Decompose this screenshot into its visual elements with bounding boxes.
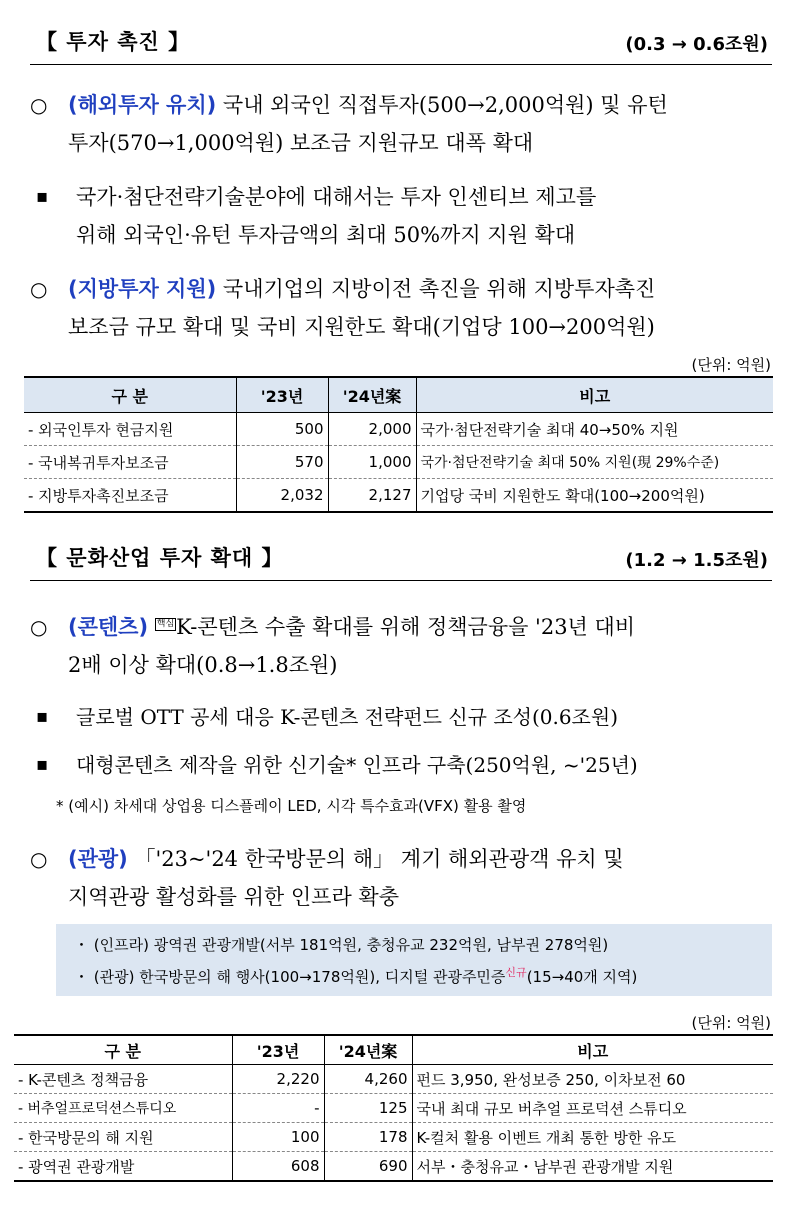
text-line: 글로벌 OTT 공세 대응 K-콘텐츠 전략펀드 신규 조성(0.6조원) — [76, 705, 619, 729]
text-line: 「'23~'24 한국방문의 해」 계기 해외관광객 유치 및 — [127, 847, 624, 871]
box-text: (15→40개 지역) — [526, 968, 638, 986]
keyword: (지방투자 지원) — [68, 277, 217, 301]
table-cell: 1,000 — [328, 446, 416, 479]
keyword: (콘텐츠) — [68, 615, 149, 639]
text-line: 위해 외국인·유턴 투자금액의 최대 50%까지 지원 확대 — [76, 223, 576, 247]
circle-bullet-icon: ○ — [30, 93, 48, 117]
section-title: 【 투자 촉진 】 — [36, 30, 191, 54]
table-cell: - 외국인투자 현금지원 — [24, 413, 236, 446]
section-title: 【 문화산업 투자 확대 】 — [36, 546, 284, 570]
keyword: (해외투자 유치) — [68, 93, 217, 117]
table-cell: 국내 최대 규모 버추얼 프로덕션 스튜디오 — [412, 1094, 773, 1123]
sub-bullet-ott-fund — [36, 698, 774, 736]
section-amount: (0.3 → 0.6조원) — [625, 34, 768, 55]
budget-table-culture — [14, 1034, 773, 1182]
table-cell: - 버추얼프로덕션스튜디오 — [14, 1094, 232, 1123]
table-cell: 100 — [232, 1123, 324, 1152]
unit-label: (단위: 억원) — [691, 356, 771, 374]
table-cell: 서부・충청유교・남부권 관광개발 지원 — [412, 1152, 773, 1182]
table-header-row — [14, 1035, 773, 1065]
table-cell: - K-콘텐츠 정책금융 — [14, 1065, 232, 1094]
column-header: '24년案 — [324, 1035, 412, 1065]
table-cell: 500 — [236, 413, 328, 446]
table-row — [14, 1065, 773, 1094]
table-cell: K-컬처 활용 이벤트 개최 통한 방한 유도 — [412, 1123, 773, 1152]
section-amount: (1.2 → 1.5조원) — [625, 550, 768, 571]
table-cell: - 광역권 관광개발 — [14, 1152, 232, 1182]
table-cell: - 국내복귀투자보조금 — [24, 446, 236, 479]
table-cell: 2,127 — [328, 479, 416, 513]
table-row — [14, 1094, 773, 1123]
table-cell: - 한국방문의 해 지원 — [14, 1123, 232, 1152]
unit-label: (단위: 억원) — [691, 1014, 771, 1032]
text-line: 지역관광 활성화를 위한 인프라 확충 — [68, 885, 399, 909]
section-header-culture — [30, 540, 772, 581]
column-header: 비고 — [412, 1035, 773, 1065]
column-header: 구 분 — [14, 1035, 232, 1065]
table-cell: 기업당 국비 지원한도 확대(100→200억원) — [416, 479, 773, 513]
text-line: 2배 이상 확대(0.8→1.8조원) — [68, 653, 338, 677]
section-header-investment — [30, 24, 772, 65]
table-row — [14, 1152, 773, 1182]
table-cell: 2,000 — [328, 413, 416, 446]
table-cell: 2,032 — [236, 479, 328, 513]
square-bullet-icon: ▪ — [36, 186, 49, 207]
table-cell: 125 — [324, 1094, 412, 1123]
table-cell: 펀드 3,950, 완성보증 250, 이차보전 60 — [412, 1065, 773, 1094]
text-line: 국내 외국인 직접투자(500→2,000억원) 및 유턴 — [216, 93, 668, 117]
sub-bullet-new-tech — [36, 746, 774, 784]
column-header: '23년 — [232, 1035, 324, 1065]
circle-bullet-icon: ○ — [30, 277, 48, 301]
table-header-row — [24, 377, 773, 413]
table-cell: 국가·첨단전략기술 최대 50% 지원(現 29%수준) — [416, 446, 773, 479]
table-cell: 608 — [232, 1152, 324, 1182]
table-cell: 2,220 — [232, 1065, 324, 1094]
circle-bullet-icon: ○ — [30, 847, 48, 871]
bullet-overseas-investment — [30, 86, 774, 162]
table-row — [24, 413, 773, 446]
text-line: 투자(570→1,000억원) 보조금 지원규모 대폭 확대 — [68, 131, 534, 155]
sub-bullet-incentive — [36, 178, 774, 254]
table-row — [24, 479, 773, 513]
table-cell: 178 — [324, 1123, 412, 1152]
text-line: 국가·첨단전략기술분야에 대해서는 투자 인센티브 제고를 — [76, 185, 597, 209]
table-cell: 570 — [236, 446, 328, 479]
square-bullet-icon: ▪ — [36, 754, 49, 775]
box-text: ・ (관광) 한국방문의 해 행사(100→178억원), 디지털 관광주민증 — [74, 968, 506, 986]
text-line: 국내기업의 지방이전 촉진을 위해 지방투자촉진 — [216, 277, 656, 301]
text-line: 대형콘텐츠 제작을 위한 신기술* 인프라 구축(250억원, ~'25년) — [76, 753, 638, 777]
square-bullet-icon: ▪ — [36, 706, 49, 727]
column-header: 비고 — [416, 377, 773, 413]
table-row — [14, 1123, 773, 1152]
table-cell: - — [232, 1094, 324, 1123]
column-header: '23년 — [236, 377, 328, 413]
table-cell: 국가·첨단전략기술 최대 40→50% 지원 — [416, 413, 773, 446]
column-header: '24년案 — [328, 377, 416, 413]
text-line: K-콘텐츠 수출 확대를 위해 정책금융을 '23년 대비 — [176, 615, 636, 639]
table-cell: - 지방투자촉진보조금 — [24, 479, 236, 513]
new-badge: 신규 — [505, 966, 527, 979]
bullet-contents — [30, 608, 774, 684]
table-cell: 4,260 — [324, 1065, 412, 1094]
footnote: * (예시) 차세대 상업용 디스플레이 LED, 시각 특수효과(VFX) 활용 촬영 — [56, 797, 527, 815]
box-line: ・ (인프라) 광역권 관광개발(서부 181억원, 충청유교 232억원, 남부권 278억원) — [74, 936, 609, 954]
table-row — [24, 446, 773, 479]
box-line — [74, 964, 637, 987]
highlight-box — [56, 924, 772, 996]
budget-table-investment — [24, 376, 773, 513]
keyword: (관광) — [68, 847, 128, 871]
core-badge: 핵심 — [156, 619, 175, 629]
bullet-regional-investment — [30, 270, 774, 346]
table-cell: 690 — [324, 1152, 412, 1182]
bullet-tourism — [30, 840, 774, 916]
column-header: 구 분 — [24, 377, 236, 413]
circle-bullet-icon: ○ — [30, 615, 48, 639]
text-line: 보조금 규모 확대 및 국비 지원한도 확대(기업당 100→200억원) — [68, 315, 655, 339]
